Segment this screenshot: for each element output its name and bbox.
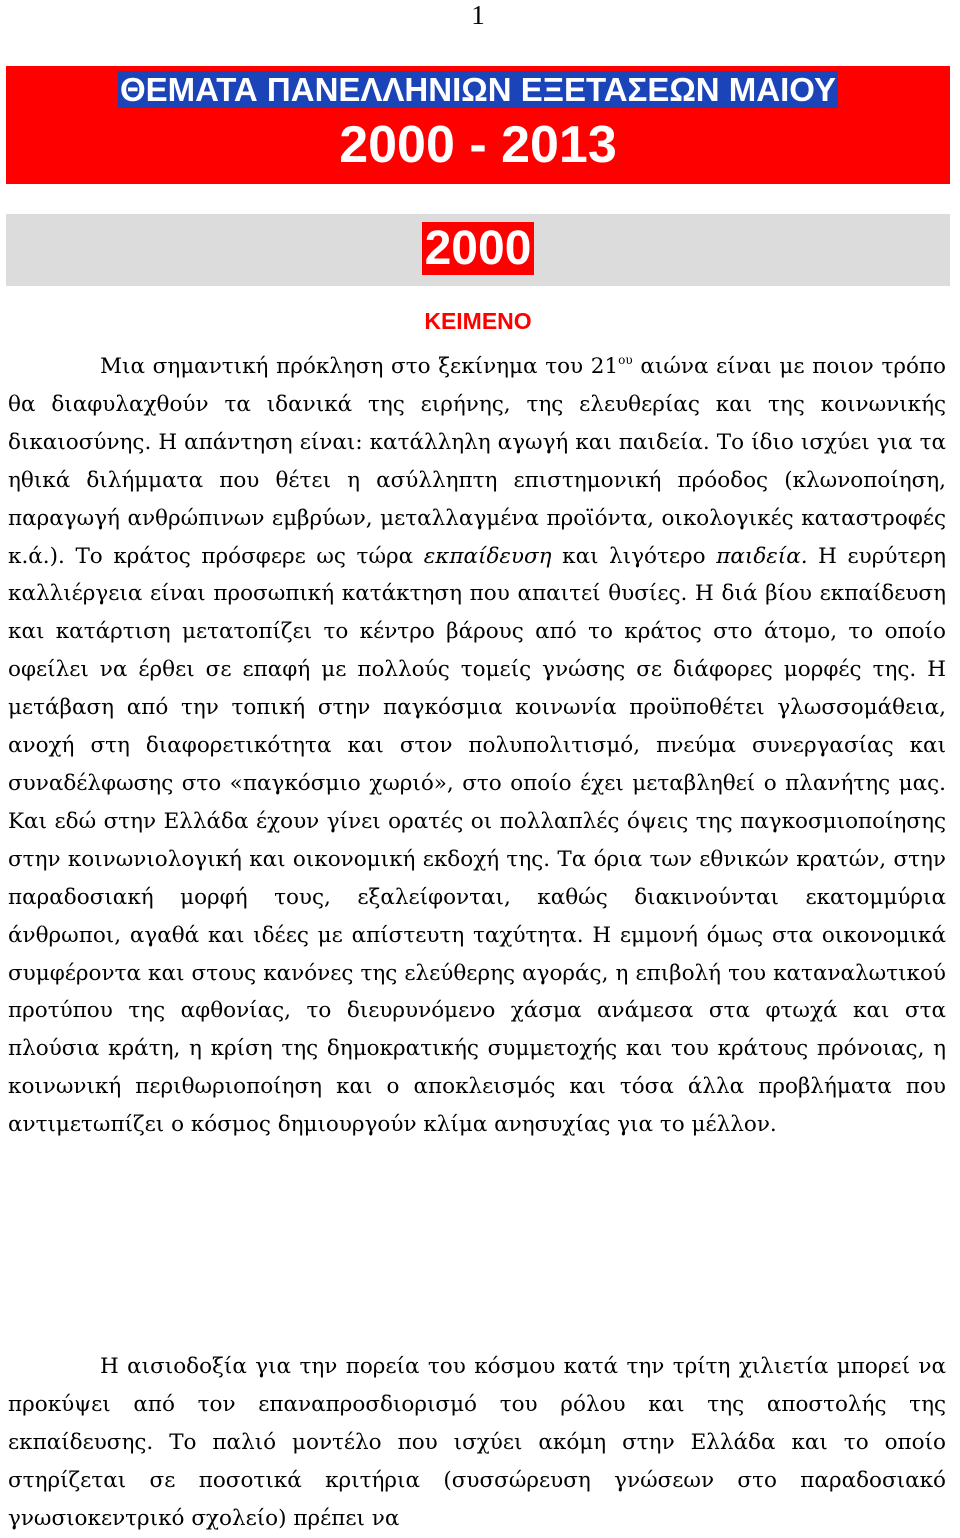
document-title-text: ΘΕΜΑΤΑ ΠΑΝΕΛΛΗΝΙΩΝ ΕΞΕΤΑΣΕΩΝ ΜΑΙΟΥ [119, 71, 837, 108]
section-heading: ΚΕΙΜΕΝΟ [424, 308, 532, 334]
ordinal-superscript: ου [618, 353, 633, 367]
italic-term-paideia: παιδεία. [716, 543, 808, 569]
paragraph-1 [8, 348, 946, 1144]
document-title [6, 70, 950, 110]
paragraph-1-mid: και λιγότερο [551, 543, 717, 569]
year-heading [6, 218, 950, 280]
years-range-title: 2000 - 2013 [339, 116, 617, 174]
paragraph-1-start: Μια σημαντική πρόκληση στο ξεκίνημα του 21 [100, 354, 619, 379]
paragraph-1-rest: Η ευρύτερη καλλιέργεια είναι προσωπική κατάκτηση που απαιτεί θυσίες. Η διά βίου εκπαίδευση και κατάρτιση μετατοπίζει το κέντρο βάρους από το κράτος στο άτομο, το οποίο οφείλει να έρθει σε επαφή με πολλούς τομείς γνώσης σε διάφορες μορφές της. Η μετάβαση από την τοπική στην παγκόσμια κοινωνία προϋποθέτει γλωσσομάθεια, ανοχή στη διαφορετικότητα και στον πολυπολιτισμό, πνεύμα συνεργασίας και συναδέλφωσης στο «παγκόσμιο χωριό», στο οποίο έχει μεταβληθεί ο πλανήτης μας. Και εδώ στην Ελλάδα έχουν γίνει ορατές οι πολλαπλές όψεις της παγκοσμιοποίησης στην κοινωνιολογική και οικονομική εκδοχή της. Τα όρια των εθνικών κρατών, στην παραδοσιακή μορφή τους, εξαλείφονται, καθώς διακινούνται εκατομμύρια άνθρωποι, αγαθά και ιδέες με απίστευτη ταχύτητα. Η εμμονή όμως στα οικονομικά συμφέροντα και στους κανόνες της ελεύθερης αγοράς, η επιβολή του καταναλωτικού προτύπου της αφθονίας, το διευρυνόμενο χάσμα ανάμεσα στα φτωχά και στα πλούσια κράτη, η κρίση της δημοκρατικής συμμετοχής και του κράτους πρόνοιας, η κοινωνική περιθωριοποίηση και ο αποκλεισμός και τόσα άλλα προβλήματα που αντιμετωπίζει ο κόσμος δημιουργούν κλίμα ανησυχίας για το μέλλον. [8, 543, 947, 1138]
year-banner [6, 214, 950, 286]
year-heading-text: 2000 [422, 222, 535, 275]
paragraph-2 [8, 1348, 946, 1538]
paragraph-2-text: Η αισιοδοξία για την πορεία του κόσμου κατά την τρίτη χιλιετία μπορεί να προκύψει από τον επαναπροσδιορισμό του ρόλου και της αποστολής της εκπαίδευσης. Το παλιό μοντέλο που ισχύει ακόμη στην Ελλάδα και το οποίο στηρίζεται σε ποσοτικά κριτήρια (συσσώρευση γνώσεων στο παραδοσιακό γνωσιοκεντρικό σχολείο) πρέπει να [8, 1354, 946, 1531]
italic-term-education: εκπαίδευση [423, 543, 552, 569]
paragraph-1-after-sup: αιώνα είναι με ποιον τρόπο θα διαφυλαχθούν τα ιδανικά της ειρήνης, της ελευθερίας και της κοινωνικής δικαιοσύνης. Η απάντηση είναι: κατάλληλη αγωγή και παιδεία. Το ίδιο ισχύει για τα ηθικά διλήμματα που θέτει η ασύλληπτη επιστημονική πρόοδος (κλωνοποίηση, παραγωγή ανθρώπινων εμβρύων, μεταλλαγμένα προϊόντα, οικολογικές καταστροφές κ.ά.). Το κράτος πρόσφερε ως τώρα [8, 354, 946, 569]
title-banner [6, 66, 950, 184]
page-number: 1 [471, 0, 485, 30]
